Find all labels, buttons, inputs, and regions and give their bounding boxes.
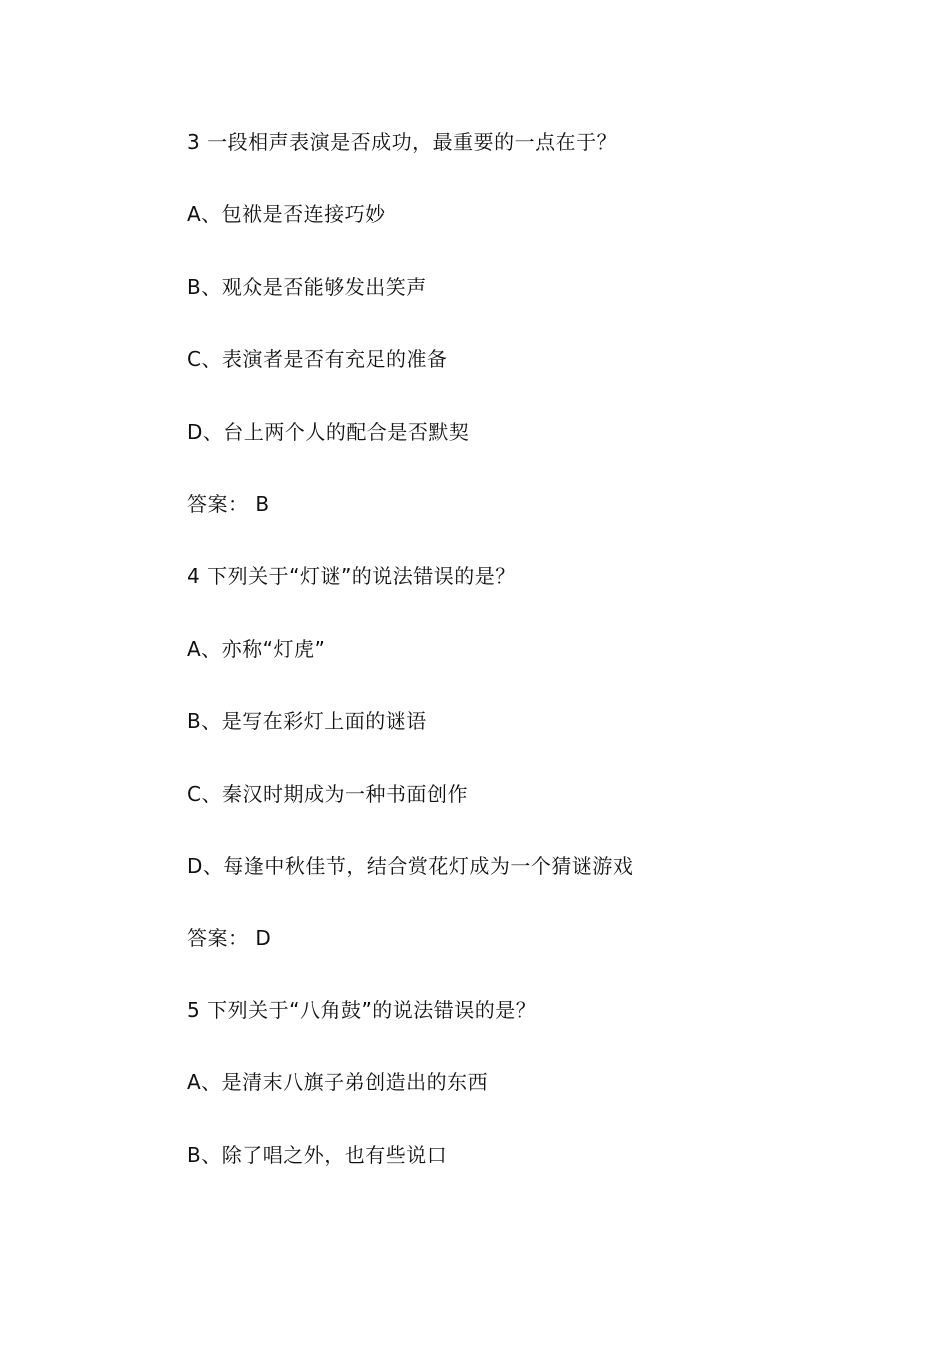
- question-3-option-b: B、观众是否能够发出笑声: [187, 275, 427, 299]
- question-5-stem: 5 下列关于“八角鼓”的说法错误的是？: [187, 998, 537, 1022]
- question-4-option-b: B、是写在彩灯上面的谜语: [187, 709, 427, 733]
- question-4-answer: 答案： D: [187, 926, 272, 950]
- question-4-stem: 4 下列关于“灯谜”的说法错误的是？: [187, 564, 516, 588]
- question-3-answer: 答案： B: [187, 492, 270, 516]
- question-4-option-a: A、亦称“灯虎”: [187, 637, 326, 661]
- question-4-option-c: C、秦汉时期成为一种书面创作: [187, 782, 468, 806]
- question-3-stem: 3 一段相声表演是否成功，最重要的一点在于？: [187, 130, 618, 154]
- question-5-option-a: A、是清末八旗子弟创造出的东西: [187, 1070, 489, 1094]
- question-3-option-d: D、台上两个人的配合是否默契: [187, 420, 470, 444]
- question-3-option-c: C、表演者是否有充足的准备: [187, 347, 448, 371]
- question-4-option-d: D、每逢中秋佳节，结合赏花灯成为一个猜谜游戏: [187, 854, 634, 878]
- question-3-option-a: A、包袱是否连接巧妙: [187, 202, 386, 226]
- question-5-option-b: B、除了唱之外，也有些说口: [187, 1143, 448, 1167]
